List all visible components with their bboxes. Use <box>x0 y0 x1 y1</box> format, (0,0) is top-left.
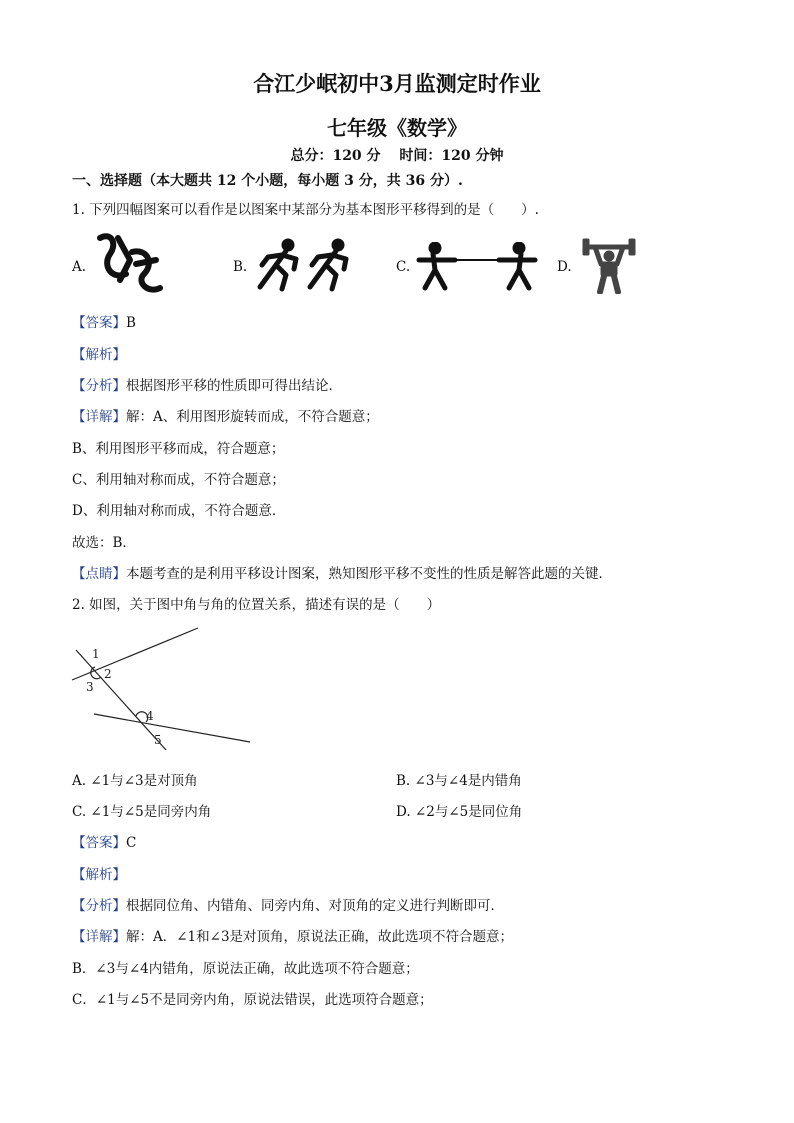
q2-answer <box>72 834 136 852</box>
fencing-figures-icon <box>415 242 540 292</box>
q2-analysis-tag: 【解析】 <box>72 867 126 883</box>
q2-option-d: D. ∠2与∠5是同位角 <box>396 804 523 820</box>
q2-fenxi <box>72 897 504 915</box>
answer-tag: 【答案】 <box>72 835 126 851</box>
document-title: 合江少岷初中3月监测定时作业 <box>253 71 541 96</box>
q1-analysis-tag: 【解析】 <box>72 347 126 363</box>
dancing-figures-icon <box>252 235 357 295</box>
q2-xiangjie-text: 解：A．∠1和∠3是对顶角，原说法正确，故此选项不符合题意； <box>126 929 514 945</box>
q1-option-a-label: A. <box>72 259 87 275</box>
q1-option-c-label: C. <box>396 259 411 275</box>
q2-line-b: B．∠3与∠4内错角，原说法正确，故此选项不符合题意； <box>72 961 419 977</box>
q1-option-d-label: D. <box>557 259 572 275</box>
q1-stem: 1. 下列四幅图案可以看作是以图案中某部分为基本图形平移得到的是（ ）. <box>72 202 539 218</box>
q1-choice: 故选：B． <box>72 535 136 551</box>
q1-line-d: D、利用轴对称而成，不符合题意． <box>72 503 286 519</box>
section-heading: 一、选择题（本大题共 12 个小题，每小题 3 分，共 36 分）. <box>72 173 463 189</box>
spiral-figures-icon <box>90 230 170 300</box>
q1-option-b-label: B. <box>233 259 248 275</box>
angle-label-2: 2 <box>104 667 112 681</box>
answer-tag: 【答案】 <box>72 315 126 331</box>
q2-option-a: A. ∠1与∠3是对顶角 <box>72 773 198 789</box>
q2-fenxi-text: 根据同位角、内错角、同旁内角、对顶角的定义进行判断即可． <box>126 898 504 914</box>
q1-answer-value: B <box>126 315 136 331</box>
score-time-info: 总分：120 分 时间：120 分钟 <box>290 148 504 164</box>
q1-fenxi <box>72 377 342 395</box>
angle-label-1: 1 <box>92 647 100 661</box>
weightlifter-icon <box>580 236 638 294</box>
q2-line-c: C．∠1与∠5不是同旁内角，原说法错误，此选项符合题意； <box>72 992 433 1008</box>
q1-line-b: B、利用图形平移而成，符合题意； <box>72 441 285 457</box>
angle-label-4: 4 <box>146 709 154 723</box>
xiangjie-tag: 【详解】 <box>72 409 126 425</box>
q1-line-c: C、利用轴对称而成，不符合题意； <box>72 472 285 488</box>
dianjing-tag: 【点睛】 <box>72 566 126 582</box>
q1-dianjing <box>72 565 612 583</box>
q1-xiangjie <box>72 408 379 426</box>
q1-dianjing-text: 本题考查的是利用平移设计图案，熟知图形平移不变性的性质是解答此题的关键． <box>126 566 612 582</box>
q2-xiangjie <box>72 928 513 946</box>
angle-label-5: 5 <box>154 733 162 747</box>
q1-fenxi-text: 根据图形平移的性质即可得出结论． <box>126 378 342 394</box>
q2-stem: 2. 如图，关于图中角与角的位置关系，描述有误的是（ ） <box>72 597 441 613</box>
q1-answer <box>72 314 136 332</box>
q2-option-c: C. ∠1与∠5是同旁内角 <box>72 804 212 820</box>
fenxi-tag: 【分析】 <box>72 378 126 394</box>
q2-option-b: B. ∠3与∠4是内错角 <box>396 773 522 789</box>
xiangjie-tag: 【详解】 <box>72 929 126 945</box>
fenxi-tag: 【分析】 <box>72 898 126 914</box>
document-subtitle: 七年级《数学》 <box>327 116 467 140</box>
q2-answer-value: C <box>126 835 137 851</box>
q1-xiangjie-text: 解：A、利用图形旋转而成，不符合题意； <box>126 409 379 425</box>
angle-diagram <box>66 622 256 752</box>
angle-label-3: 3 <box>86 680 94 694</box>
